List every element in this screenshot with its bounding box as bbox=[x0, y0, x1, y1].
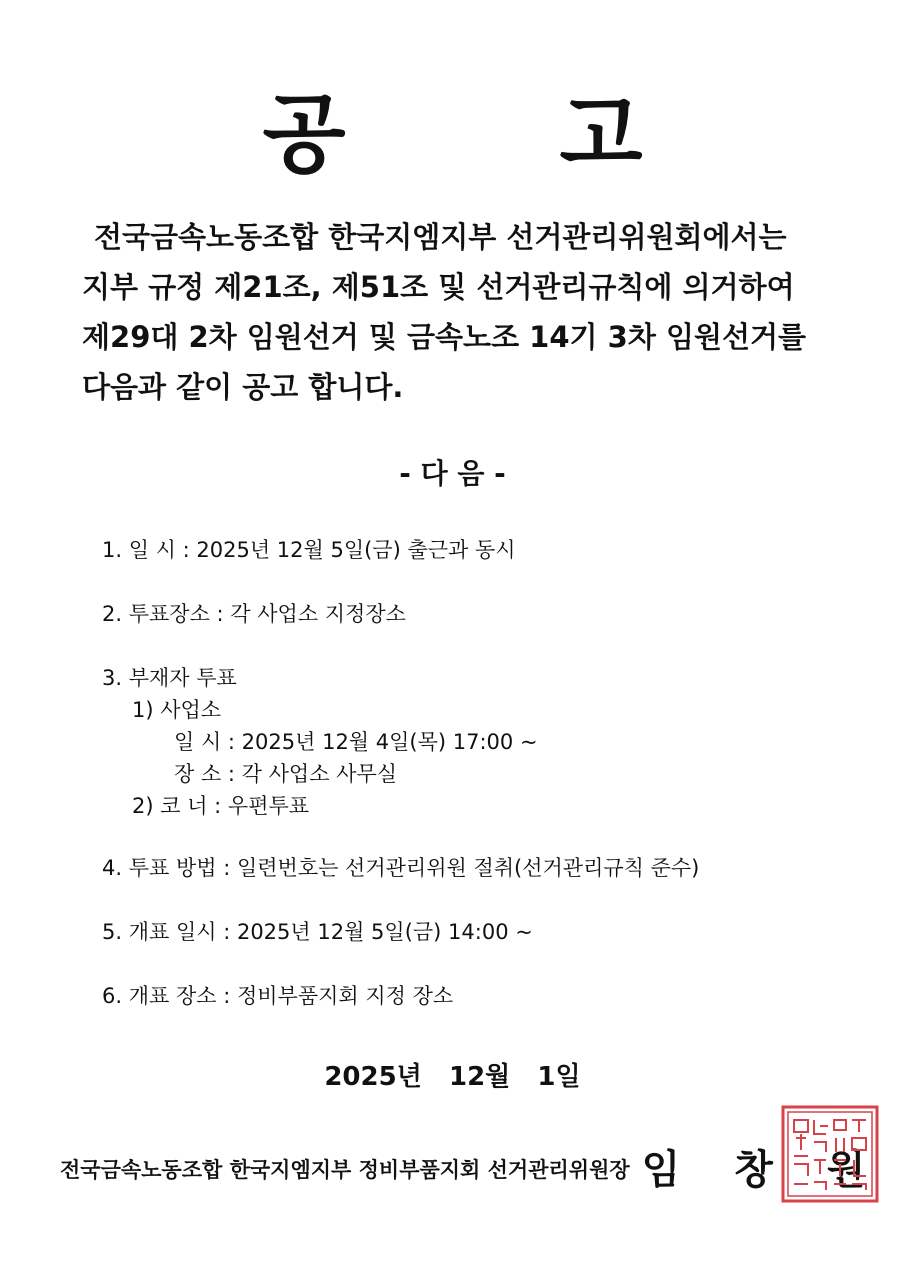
intro-line: 제29대 2차 임원선거 및 금속노조 14기 3차 임원선거를 bbox=[82, 320, 807, 354]
item-absentee-vote: 3. 부재자 투표 bbox=[102, 666, 237, 690]
item-absentee-site-place: 장 소 : 각 사업소 사무실 bbox=[174, 762, 398, 786]
intro-line: 지부 규정 제21조, 제51조 및 선거관리규칙에 의거하여 bbox=[82, 270, 795, 304]
page-title: 공 고 bbox=[262, 85, 735, 185]
item-absentee-site-time: 일 시 : 2025년 12월 4일(목) 17:00 ~ bbox=[174, 730, 538, 754]
signature-line bbox=[60, 1138, 885, 1195]
item-count-time: 5. 개표 일시 : 2025년 12월 5일(금) 14:00 ~ bbox=[102, 920, 533, 944]
item-absentee-site: 1) 사업소 bbox=[132, 698, 222, 722]
item-voting-method: 4. 투표 방법 : 일련번호는 선거관리위원 절취(선거관리규칙 준수) bbox=[102, 856, 700, 880]
next-heading: - 다 음 - bbox=[399, 457, 506, 490]
official-seal-icon bbox=[780, 1104, 880, 1204]
item-date-time: 1. 일 시 : 2025년 12월 5일(금) 출근과 동시 bbox=[102, 538, 516, 562]
item-count-place: 6. 개표 장소 : 정비부품지회 지정 장소 bbox=[102, 984, 454, 1008]
signature-org: 전국금속노동조합 한국지엠지부 정비부품지회 선거관리위원장 bbox=[60, 1158, 630, 1182]
signature-name: 임 창 원 bbox=[641, 1147, 886, 1193]
intro-line: 전국금속노동조합 한국지엠지부 선거관리위원회에서는 bbox=[94, 220, 787, 254]
notice-date: 2025년 12월 1일 bbox=[324, 1062, 581, 1092]
item-voting-place: 2. 투표장소 : 각 사업소 지정장소 bbox=[102, 602, 406, 626]
intro-paragraph bbox=[82, 212, 842, 412]
intro-line: 다음과 같이 공고 합니다. bbox=[82, 370, 404, 404]
item-absentee-corner: 2) 코 너 : 우편투표 bbox=[132, 794, 310, 818]
